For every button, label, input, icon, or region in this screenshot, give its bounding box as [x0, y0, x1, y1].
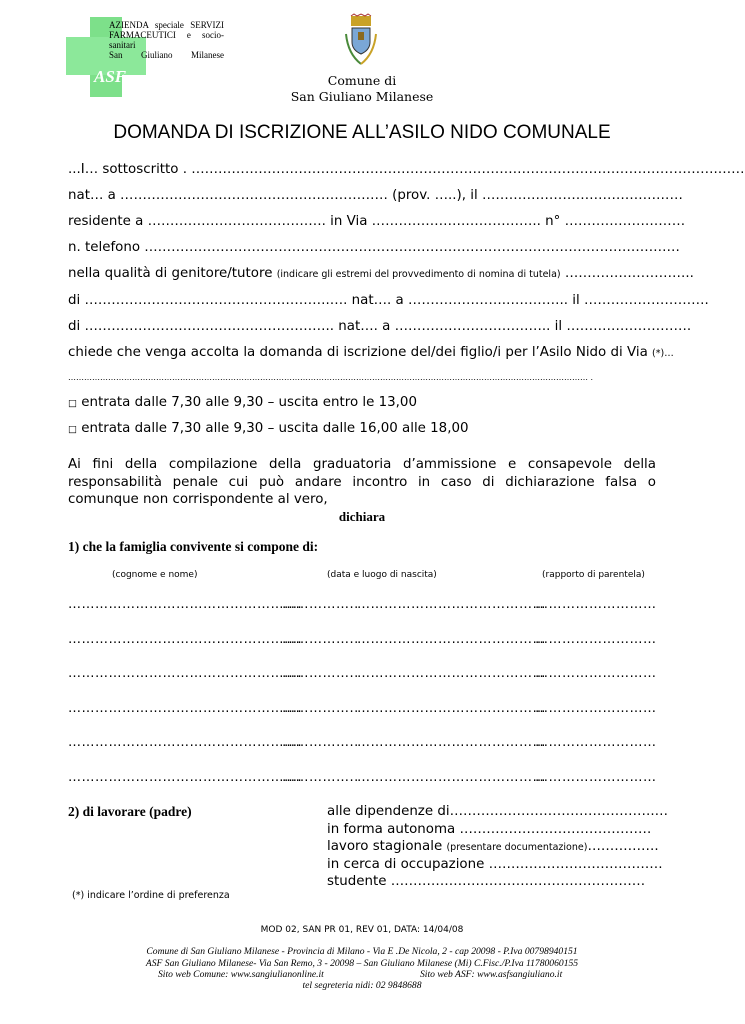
lavoro-stagionale[interactable]: lavoro stagionale (presentare documentazione)……………. — [327, 839, 659, 854]
family-row-1-field-4[interactable]: ……………………… — [535, 597, 657, 612]
family-row-1-field-2[interactable]: …………….. — [282, 597, 359, 612]
field-via-asilo[interactable]: …………………………………………………………………………………………………………………………………………………………………………… . — [68, 373, 594, 382]
family-row-1-field-1[interactable]: ……………………………………………. — [68, 597, 303, 612]
col-cognome-nome: (cognome e nome) — [112, 570, 198, 580]
col-data-luogo: (data e luogo di nascita) — [327, 570, 437, 580]
studente[interactable]: studente ………………………………………………… — [327, 874, 646, 889]
family-row-4-field-2[interactable]: …………….. — [282, 700, 359, 716]
option-orario-2[interactable]: □ entrata dalle 7,30 alle 9,30 – uscita dalle 16,00 alle 18,00 — [68, 421, 469, 436]
section1-title: 1) che la famiglia convivente si compone di: — [68, 539, 319, 554]
family-row-6-field-4[interactable]: ……………………… — [535, 769, 657, 785]
asf-logo — [66, 17, 246, 97]
option-orario-1[interactable]: □ entrata dalle 7,30 alle 9,30 – uscita entro le 13,00 — [68, 395, 417, 410]
family-row-2-field-2[interactable]: …………….. — [282, 631, 359, 647]
family-row-5-field-4[interactable]: ……………………… — [535, 735, 657, 750]
family-row-3-field-2[interactable]: …………….. — [282, 666, 359, 681]
field-figlio-2[interactable]: di ……………………………………………….. nat…. a …………………………….. il ………………………. — [68, 319, 692, 334]
family-row-2-field-1[interactable]: ……………………………………………. — [68, 631, 303, 647]
lavoro-dipendente[interactable]: alle dipendenze di……………………………………….… — [327, 804, 669, 819]
family-row-6-field-2[interactable]: …………….. — [282, 769, 359, 785]
lavoro-autonomo[interactable]: in forma autonoma ……………………………………. — [327, 822, 652, 837]
field-telefono[interactable]: n. telefono ………………………………………………………………………………………………………… — [68, 240, 680, 255]
field-residenza[interactable]: residente a …………………………………. in Via ……………………………….. n° ……………………… — [68, 214, 686, 229]
family-row-2-field-4[interactable]: ……………………… — [535, 631, 657, 647]
comune-name-line1: Comune di — [327, 73, 397, 88]
family-row-6-field-3[interactable]: …………………………………… — [357, 769, 546, 785]
field-nascita[interactable]: nat… a …………………………………………………… (prov. …..), il ……………………………………… — [68, 188, 683, 203]
asf-logo-text: AZIENDA speciale SERVIZI FARMACEUTICI e socio-sanitari San Giuliano Milanese — [109, 20, 224, 60]
col-rapporto: (rapporto di parentela) — [542, 570, 645, 580]
comune-crest-icon — [342, 14, 380, 72]
family-row-3-field-3[interactable]: …………………………………… — [357, 666, 546, 681]
footer-tel: tel segreteria nidi: 02 9848688 — [302, 980, 422, 991]
page-title: DOMANDA DI ISCRIZIONE ALL’ASILO NIDO COMUNALE — [113, 122, 611, 143]
mod-code: MOD 02, SAN PR 01, REV 01, DATA: 14/04/08 — [260, 925, 464, 935]
family-row-3-field-4[interactable]: ……………………… — [535, 666, 657, 681]
chiede-line: chiede che venga accolta la domanda di iscrizione del/dei figlio/i per l’Asilo Nido di Via (*)… — [68, 345, 674, 360]
footer-site-comune: Sito web Comune: www.sangiulianonline.it — [158, 969, 324, 980]
family-row-5-field-3[interactable]: …………………………………… — [357, 735, 546, 750]
checkbox-icon: □ — [68, 424, 77, 435]
declaration-paragraph: Ai fini della compilazione della graduatoria d’ammissione e consapevole della responsabilità penale cui può andare incontro in caso di dichiarazione falsa o comunque non corrispondente al vero, — [68, 457, 656, 507]
family-row-1-field-3[interactable]: …………………………………… — [357, 597, 546, 612]
footnote: (*) indicare l’ordine di preferenza — [72, 890, 230, 901]
comune-name-line2: San Giuliano Milanese — [290, 89, 434, 104]
footer-line-2: ASF San Giuliano Milanese- Via San Remo, 3 - 20098 – San Giuliano Milanese (Mi) C.Fisc./P.Iva 11780060155 — [145, 958, 579, 969]
family-row-5-field-2[interactable]: …………….. — [282, 735, 359, 750]
family-row-4-field-3[interactable]: …………………………………… — [357, 700, 546, 716]
footer-line-1: Comune di San Giuliano Milanese - Provincia di Milano - Via E .De Nicola, 2 - cap 20098 - P.Iva 00798940151 — [146, 946, 578, 957]
family-row-3-field-1[interactable]: ……………………………………………. — [68, 666, 303, 681]
field-qualita[interactable]: nella qualità di genitore/tutore (indicare gli estremi del provvedimento di nomina di tutela) ……………………….. — [68, 266, 694, 281]
checkbox-icon: □ — [68, 398, 77, 409]
family-row-6-field-1[interactable]: ……………………………………………. — [68, 769, 303, 785]
asf-logo-mark: ASF — [94, 67, 127, 86]
section2-title: 2) di lavorare (padre) — [68, 804, 192, 819]
field-sottoscritto[interactable]: ...I… sottoscritto . ……………………………………………………………………………………………………….…… — [68, 162, 745, 177]
dichiara-heading: dichiara — [338, 509, 386, 524]
field-figlio-1[interactable]: di ……………………………………………….…. nat…. a ………………….………….. il ………………………. — [68, 293, 709, 308]
footer-site-asf: Sito web ASF: www.asfsangiuliano.it — [420, 969, 563, 980]
in-cerca-occupazione[interactable]: in cerca di occupazione ………………………………… — [327, 857, 663, 872]
family-row-2-field-3[interactable]: …………………………………… — [357, 631, 546, 647]
family-row-5-field-1[interactable]: ……………………………………………. — [68, 735, 303, 750]
family-row-4-field-4[interactable]: ……………………… — [535, 700, 657, 716]
family-row-4-field-1[interactable]: ……………………………………………. — [68, 700, 303, 716]
